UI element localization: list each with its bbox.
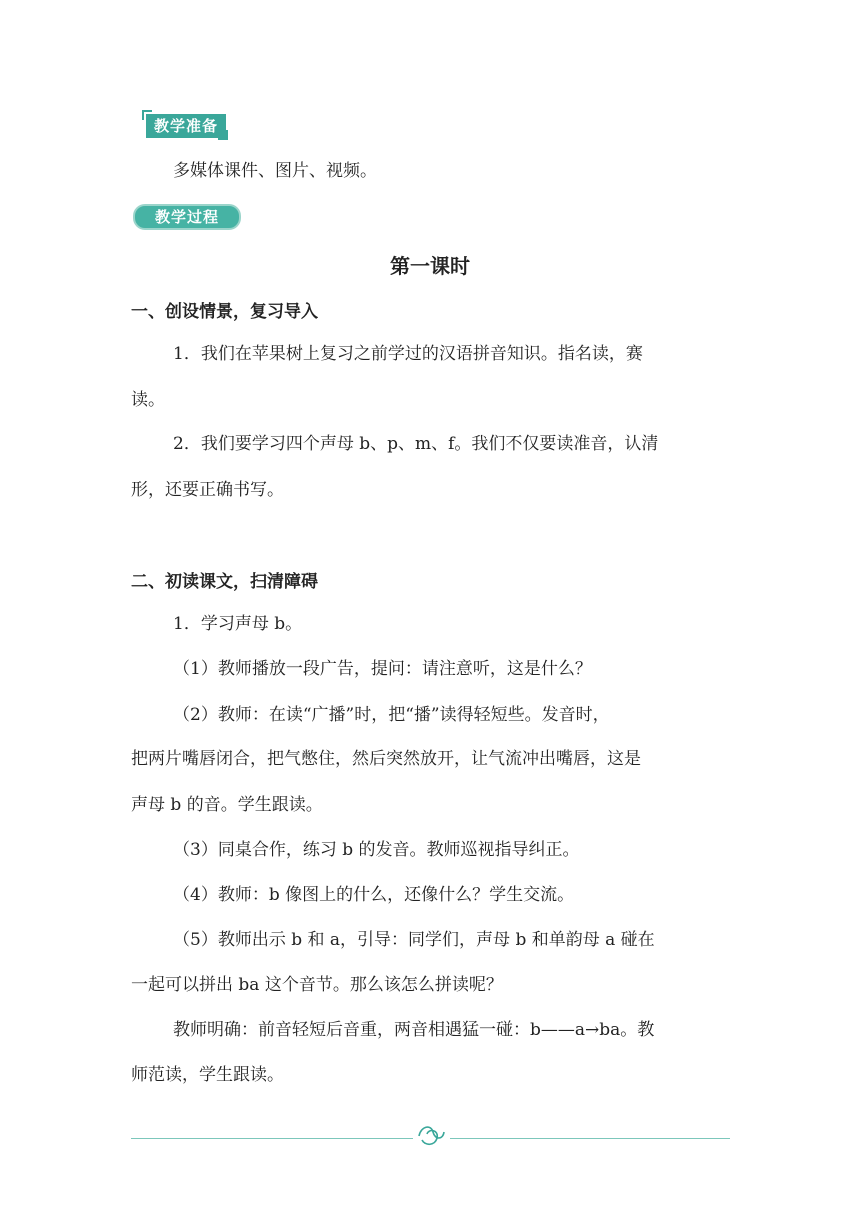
s2-teacher-line2: 师范读，学生跟读。 [131, 1065, 284, 1085]
badge-teaching-process [131, 202, 243, 230]
s1-p1-line1: 1．我们在苹果树上复习之前学过的汉语拼音知识。指名读，赛 [173, 344, 643, 364]
s1-p1-line2: 读。 [131, 390, 165, 410]
section2-heading: 二、初读课文，扫清障碍 [131, 572, 318, 592]
s2-sub5-line2: 一起可以拼出 ba 这个音节。那么该怎么拼读呢？ [131, 975, 503, 995]
section1-heading: 一、创设情景，复习导入 [131, 302, 318, 322]
s2-item1: 1．学习声母 b。 [173, 614, 303, 634]
footer-line-left [131, 1138, 413, 1139]
ribbon-logo-icon [413, 1122, 449, 1148]
badge-teaching-prep-label: 教学准备 [146, 114, 226, 138]
s2-sub2-line3: 声母 b 的音。学生跟读。 [131, 795, 323, 815]
s2-sub5-line1: （5）教师出示 b 和 a，引导：同学们，声母 b 和单韵母 a 碰在 [173, 930, 655, 950]
s2-sub2-line1: （2）教师：在读“广播”时，把“播”读得轻短些。发音时， [173, 705, 610, 725]
s2-sub1: （1）教师播放一段广告，提问：请注意听，这是什么？ [173, 659, 592, 679]
s1-p2-line1: 2．我们要学习四个声母 b、p、m、f。我们不仅要读准音，认清 [173, 434, 659, 454]
prep-text: 多媒体课件、图片、视频。 [173, 161, 377, 181]
lesson-title: 第一课时 [390, 254, 470, 278]
badge-teaching-process-label: 教学过程 [133, 204, 241, 230]
s2-sub2-line2: 把两片嘴唇闭合，把气憋住，然后突然放开，让气流冲出嘴唇，这是 [131, 749, 641, 769]
s2-sub3: （3）同桌合作，练习 b 的发音。教师巡视指导纠正。 [173, 840, 580, 860]
s2-teacher-line1: 教师明确：前音轻短后音重，两音相遇猛一碰：b——a→ba。教 [173, 1020, 655, 1040]
badge-teaching-prep [142, 110, 228, 140]
footer-line-right [450, 1138, 730, 1139]
s1-p2-line2: 形，还要正确书写。 [131, 480, 284, 500]
s2-sub4: （4）教师：b 像图上的什么，还像什么？学生交流。 [173, 885, 575, 905]
